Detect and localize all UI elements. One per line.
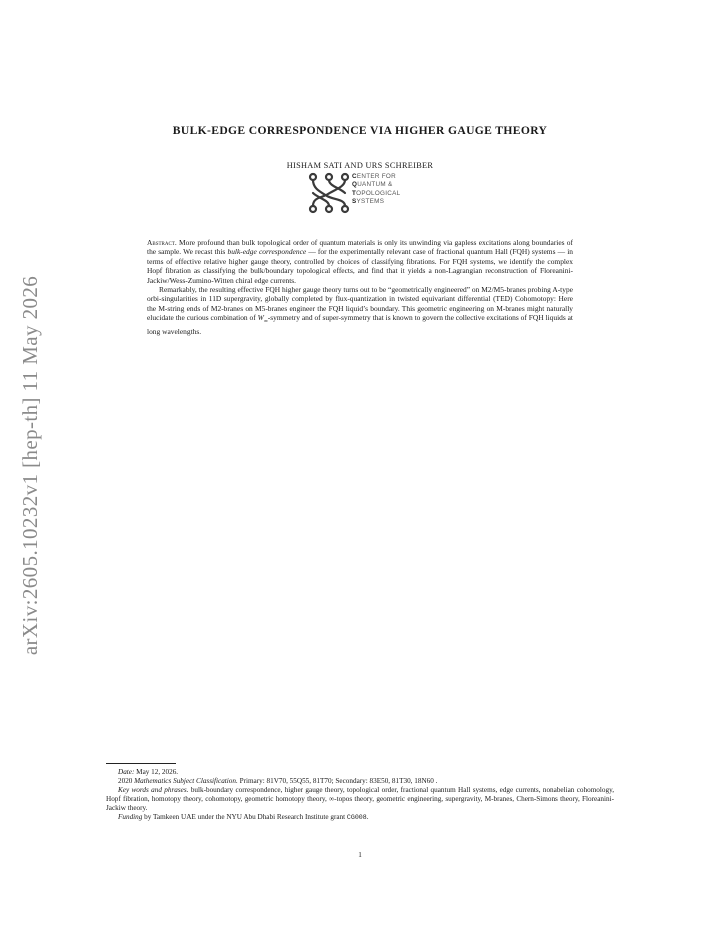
logo-line: QUANTUM & xyxy=(352,181,393,189)
footnotes xyxy=(106,768,614,823)
arxiv-stamp-text: arXiv:2605.10232v1 [hep-th] 11 May 2026 xyxy=(18,275,43,655)
cqts-logo-text xyxy=(352,173,400,206)
abstract xyxy=(147,238,573,337)
cqts-logo xyxy=(306,172,416,214)
footnote-msc: 2020 Mathematics Subject Classification. Primary: 81V70, 55Q55, 81T70; Secondary: 83E50, 81T30, 18N60 . xyxy=(118,777,438,786)
footnote-keywords: Key words and phrases. bulk-boundary correspondence, higher gauge theory, topological order, fractional quantum Hall systems, edge currents, nonabelian cohomology, Hopf fibration, homotopy theory, cohomotopy, geometric homotopy theory, ∞-topos theory, geometric engineering, supergravity, M-branes, Chern-Simons theory, Floreanini-Jackiw theory. xyxy=(106,786,614,813)
logo-line: CENTER FOR xyxy=(352,173,396,180)
cqts-knot-logo-icon xyxy=(306,172,352,214)
abstract-paragraph: Abstract. More profound than bulk topological order of quantum materials is only its unwinding via gapless excitations along boundaries of the sample. We recast this bulk-edge correspondence — for the experimentally relevant case of fractional quantum Hall (FQH) systems — in terms of effective relative higher gauge theory, controlled by choices of classifying fibrations. For FQH systems, we identify the complex Hopf fibration as classifying the bulk/boundary topological effects, and find that it yields a non-Lagrangian reconstruction of Floreanini-Jackiw/Wess-Zumino-Witten chiral edge currents. xyxy=(147,238,573,285)
paper-title: BULK-EDGE CORRESPONDENCE VIA HIGHER GAUGE THEORY xyxy=(172,124,548,137)
page-number: 1 xyxy=(358,851,362,859)
footnote-funding: Funding by Tamkeen UAE under the NYU Abu Dhabi Research Institute grant CG008. xyxy=(118,813,369,822)
abstract-label: Abstract. xyxy=(147,238,177,247)
footnote-rule xyxy=(106,763,176,764)
paper-authors: HISHAM SATI AND URS SCHREIBER xyxy=(286,161,434,170)
logo-line: TOPOLOGICAL xyxy=(352,189,401,197)
footnote-date: Date: May 12, 2026. xyxy=(118,768,179,776)
grant-code: CG008 xyxy=(346,814,367,822)
abstract-paragraph: Remarkably, the resulting effective FQH higher gauge theory turns out to be “geometrically engineered” on M2/M5-branes probing A-type orbi-singularities in 11D supergravity, globally completed by flux-quantization in twisted equivariant differential (TED) Cohomotopy: Here the M-string ends of M2-branes on M5-branes engineer the FQH liquid’s boundary. This geometric engineering on M-branes might naturally elucidate the curious combination of $W_\infty$-symmetry and of super-symmetry that is known to govern the collective excitations of FQH liquids at long wavelengths. xyxy=(147,285,573,337)
emphasis-term: bulk-edge correspondence xyxy=(227,247,307,257)
arxiv-identifier-stamp xyxy=(8,255,54,675)
logo-line: SYSTEMS xyxy=(352,197,385,205)
math-symbol: W xyxy=(257,313,264,323)
